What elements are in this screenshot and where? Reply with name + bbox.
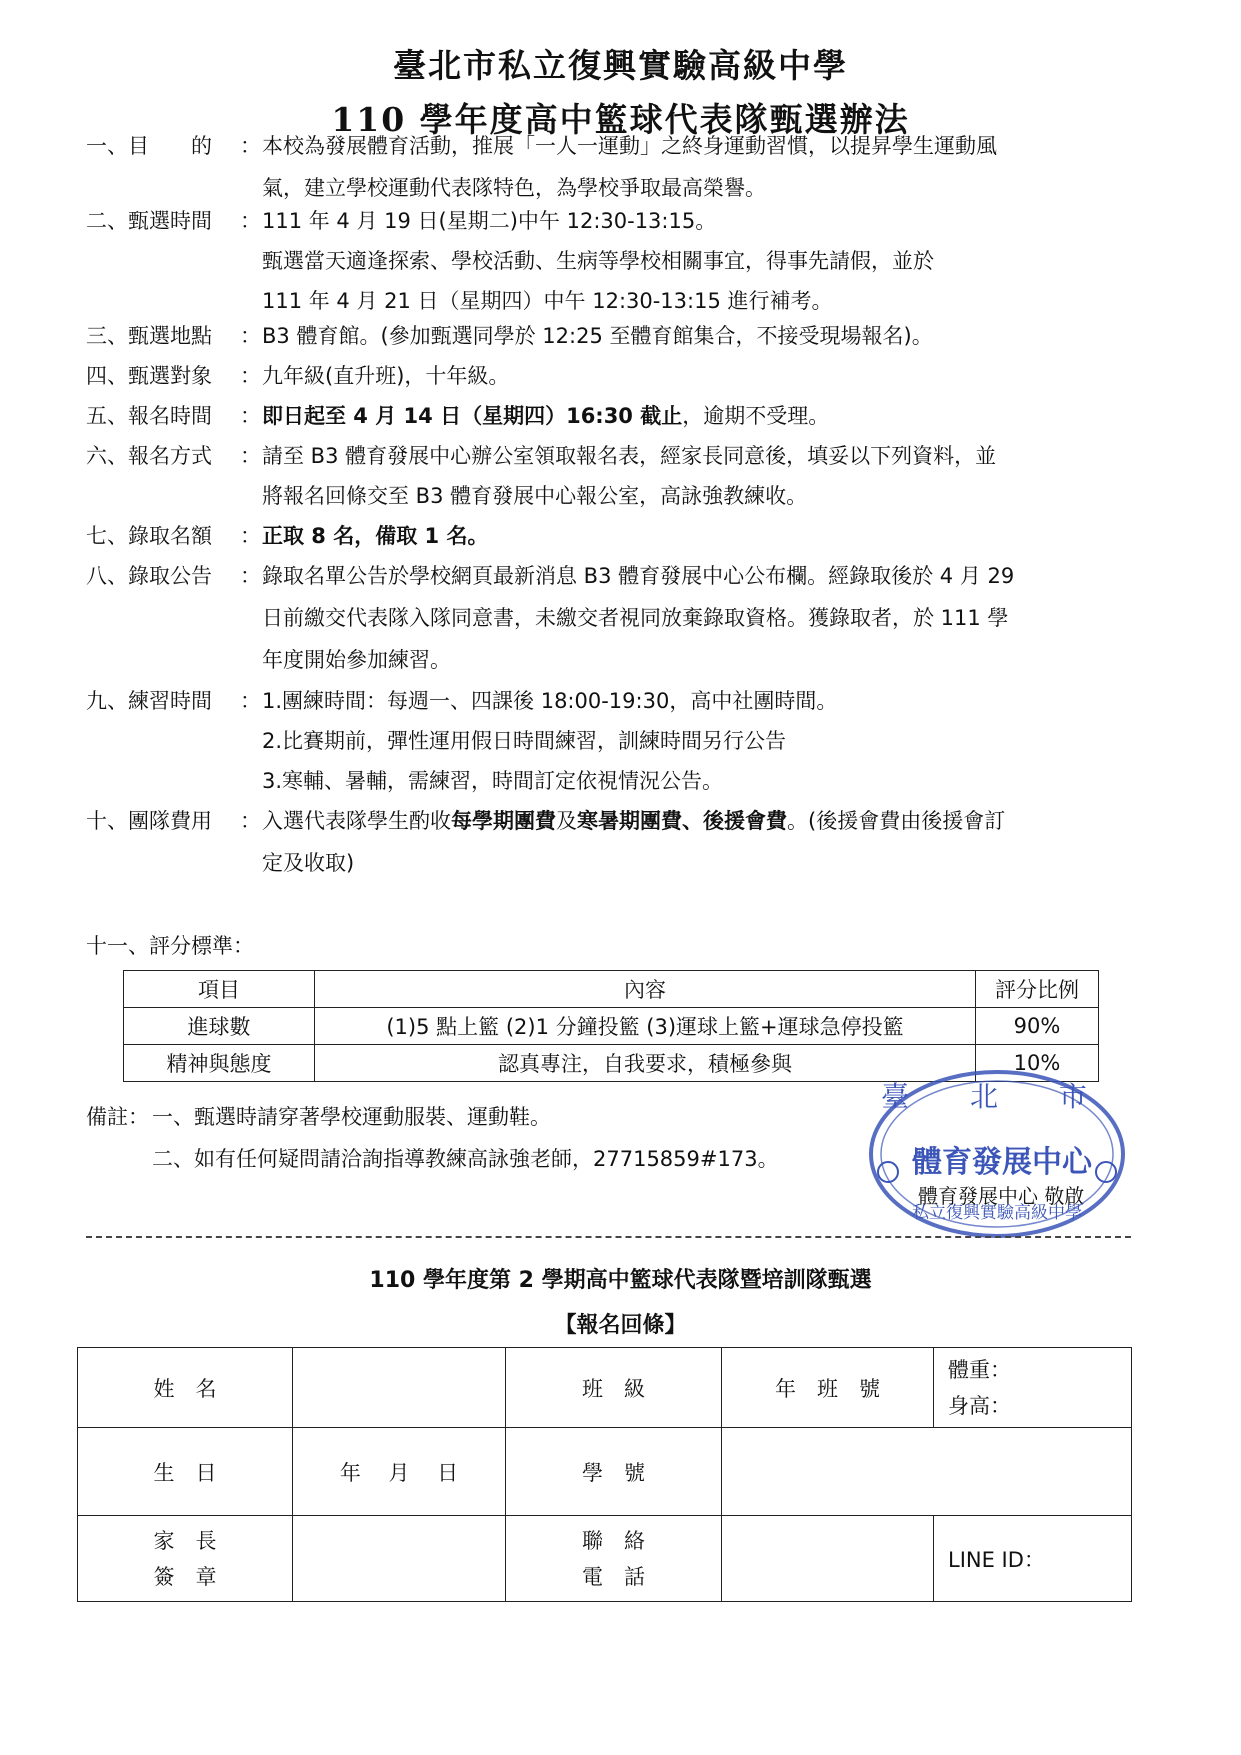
section-label: 十、團隊費用 xyxy=(86,809,212,833)
form-row xyxy=(78,1516,1132,1602)
section-text xyxy=(262,395,829,437)
height-label: 身高： xyxy=(948,1393,1011,1418)
signature: 體育發展中心 敬啟 xyxy=(918,1184,1085,1208)
section-label: 九、練習時間 xyxy=(86,689,212,713)
student-id-field[interactable] xyxy=(722,1428,1132,1516)
scoring-table xyxy=(123,970,1099,1082)
table-cell: 認真專注，自我要求，積極參與 xyxy=(315,1045,976,1082)
section-text: 將報名回條交至 B3 體育發展中心報公室，高詠強教練收。 xyxy=(262,484,808,508)
section-text: 年度開始參加練習。 xyxy=(262,648,451,672)
colon: ： xyxy=(240,324,261,348)
section-label: 八、錄取公告 xyxy=(86,564,212,588)
birthday-field[interactable]: 年 月 日 xyxy=(293,1428,506,1516)
colon: ： xyxy=(240,404,261,428)
table-cell: (1)5 點上籃 (2)1 分鐘投籃 (3)運球上籃+運球急停投籃 xyxy=(315,1008,976,1045)
deadline-bold: 即日起至 4 月 14 日（星期四）16:30 截止 xyxy=(262,404,683,428)
form-row xyxy=(78,1348,1132,1428)
form-title: 【報名回條】 xyxy=(554,1313,687,1338)
fees-bold: 寒暑期團費、後援會費 xyxy=(577,809,787,833)
note-item: 一、甄選時請穿著學校運動服裝、運動鞋。 xyxy=(152,1105,551,1129)
section-text: 甄選當天適逢探索、學校活動、生病等學校相關事宜，得事先請假，並於 xyxy=(262,249,934,273)
note-item: 二、如有任何疑問請洽詢指導教練高詠強老師，27715859#173。 xyxy=(152,1147,779,1171)
name-label: 姓 名 xyxy=(78,1348,293,1428)
section-text: 九年級(直升班)，十年級。 xyxy=(262,364,510,388)
table-cell: 進球數 xyxy=(124,1008,315,1045)
section-label: 十一、評分標準： xyxy=(86,934,254,958)
contact-label-line: 聯 絡 xyxy=(582,1528,645,1553)
school-name-title: 臺北市私立復興實驗高級中學 xyxy=(393,46,848,85)
section-label: 三、甄選地點 xyxy=(86,324,212,348)
colon: ： xyxy=(240,689,261,713)
section-text: 請至 B3 體育發展中心辦公室領取報名表，經家長同意後，填妥以下列資料，並 xyxy=(262,444,997,468)
parent-signature-label xyxy=(78,1516,293,1602)
section-text: 日前繳交代表隊入隊同意書，未繳交者視同放棄錄取資格。獲錄取者，於 111 學 xyxy=(262,606,1009,630)
table-header-row xyxy=(124,971,1099,1008)
fees-text: 。(後援會費由後援會訂 xyxy=(787,809,1006,833)
student-id-label: 學 號 xyxy=(506,1428,722,1516)
table-header: 項目 xyxy=(124,971,315,1008)
contact-phone-label xyxy=(506,1516,722,1602)
section-label: 四、甄選對象 xyxy=(86,364,212,388)
fees-bold: 每學期團費 xyxy=(451,809,556,833)
seal-top-text: 臺 北 市 xyxy=(881,1080,1113,1113)
name-field[interactable] xyxy=(293,1348,506,1428)
colon: ： xyxy=(240,444,261,468)
section-text: 3.寒輔、暑輔，需練習，時間訂定依視情況公告。 xyxy=(262,769,724,793)
colon: ： xyxy=(240,524,261,548)
section-label: 五、報名時間 xyxy=(86,404,212,428)
weight-height-field[interactable] xyxy=(934,1348,1132,1428)
section-text: 錄取名單公告於學校網頁最新消息 B3 體育發展中心公布欄。經錄取後於 4 月 29 xyxy=(262,564,1015,588)
table-row xyxy=(124,1008,1099,1045)
form-subtitle: 110 學年度第 2 學期高中籃球代表隊暨培訓隊甄選 xyxy=(369,1268,872,1293)
deadline-rest: ，逾期不受理。 xyxy=(682,404,830,428)
line-id-field[interactable] xyxy=(934,1516,1132,1602)
colon: ： xyxy=(240,564,261,588)
section-text xyxy=(262,800,1005,842)
line-id-label: LINE ID： xyxy=(948,1547,1045,1572)
parent-label-line: 簽 章 xyxy=(153,1564,217,1589)
seal-center-text: 體育發展中心 xyxy=(912,1145,1092,1180)
weight-label: 體重： xyxy=(948,1357,1011,1382)
section-text: 1.團練時間：每週一、四課後 18:00-19:30，高中社團時間。 xyxy=(262,689,838,713)
fees-text: 入選代表隊學生酌收 xyxy=(262,809,451,833)
section-text: B3 體育館。(參加甄選同學於 12:25 至體育館集合，不接受現場報名)。 xyxy=(262,324,933,348)
colon: ： xyxy=(240,809,261,833)
notes-label: 備註： xyxy=(86,1105,149,1129)
table-header: 內容 xyxy=(315,971,976,1008)
section-label: 二、甄選時間 xyxy=(86,209,212,233)
contact-label-line: 電 話 xyxy=(582,1564,645,1589)
form-row xyxy=(78,1428,1132,1516)
contact-phone-field[interactable] xyxy=(722,1516,934,1602)
official-seal-stamp xyxy=(868,1068,1126,1240)
section-text: 111 年 4 月 21 日（星期四）中午 12:30-13:15 進行補考。 xyxy=(262,289,833,313)
section-text: 2.比賽期前，彈性運用假日時間練習，訓練時間另行公告 xyxy=(262,729,787,753)
cut-line-divider xyxy=(86,1236,1131,1238)
parent-label-line: 家 長 xyxy=(153,1528,217,1553)
table-cell: 精神與態度 xyxy=(124,1045,315,1082)
seal-bottom-text: 私立復興實驗高級中學 xyxy=(912,1203,1082,1223)
section-text: 氣，建立學校運動代表隊特色，為學校爭取最高榮譽。 xyxy=(262,176,766,200)
class-field[interactable]: 年 班 號 xyxy=(722,1348,934,1428)
registration-slip-table xyxy=(77,1347,1132,1602)
table-cell: 90% xyxy=(976,1008,1099,1045)
quota-bold: 正取 8 名，備取 1 名。 xyxy=(262,524,489,548)
section-text xyxy=(262,515,488,557)
section-label: 七、錄取名額 xyxy=(86,524,212,548)
colon: ： xyxy=(240,134,261,158)
section-text: 定及收取) xyxy=(262,851,355,875)
parent-signature-field[interactable] xyxy=(293,1516,506,1602)
table-cell: 10% xyxy=(976,1045,1099,1082)
section-label: 六、報名方式 xyxy=(86,444,212,468)
birthday-label: 生 日 xyxy=(78,1428,293,1516)
section-text: 本校為發展體育活動，推展「一人一運動」之終身運動習慣，以提昇學生運動風 xyxy=(262,134,997,158)
table-header: 評分比例 xyxy=(976,971,1099,1008)
document-title: 110 學年度高中籃球代表隊甄選辦法 xyxy=(331,100,910,139)
section-label: 一、目 的 xyxy=(86,134,212,158)
colon: ： xyxy=(240,209,261,233)
colon: ： xyxy=(240,364,261,388)
class-label: 班 級 xyxy=(506,1348,722,1428)
fees-text: 及 xyxy=(556,809,577,833)
section-text: 111 年 4 月 19 日(星期二)中午 12:30-13:15。 xyxy=(262,209,717,233)
